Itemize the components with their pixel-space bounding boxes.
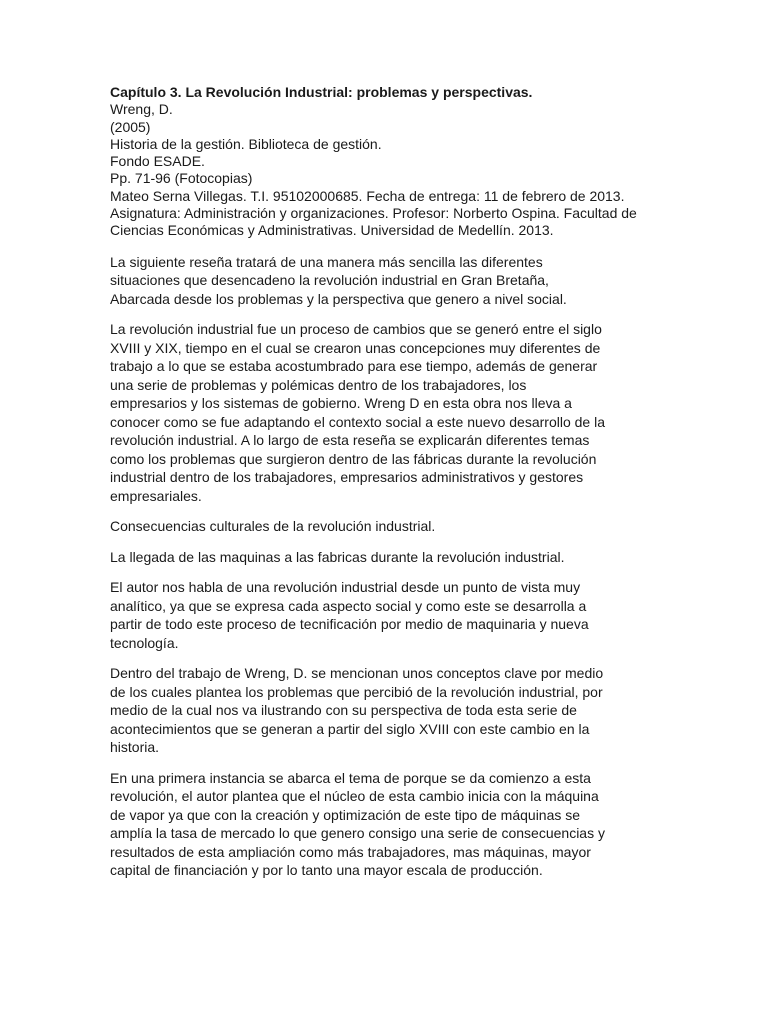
section-heading-consequences: Consecuencias culturales de la revolución industrial. xyxy=(110,518,436,535)
publisher: Fondo ESADE. xyxy=(110,153,205,170)
author: Wreng, D. xyxy=(110,101,173,118)
paragraph-intro: La siguiente reseña tratará de una manera más sencilla las diferentes situaciones que desencadeno la revolución industrial en Gran Bretaña, Abarcada desde los problemas y la perspectiva que genero a nivel social. xyxy=(110,253,567,307)
paragraph-analytic-view: El autor nos habla de una revolución industrial desde un punto de vista muy analítico, ya que se expresa cada aspecto social y como este se desarrolla a partir de todo este proceso de tecnificación por medio de maquinaria y nueva tecnología. xyxy=(110,579,589,651)
paragraph-context: La revolución industrial fue un proceso de cambios que se generó entre el siglo XVIII y XIX, tiempo en el cual se crearon unas concepciones muy diferentes de trabajo a lo que se estaba acostumbrado para ese tiempo, además de generar una serie de problemas y polémicas dentro de los trabajadores, los empresarios y los sistemas de gobierno. Wreng D en esta obra nos lleva a conocer como se fue adaptando el contexto social a este nuevo desarrollo de la revolución industrial. A lo largo de esta reseña se explicarán diferentes temas como los problemas que surgieron dentro de las fábricas durante la revolución industrial dentro de los trabajadores, empresarios administrativos y gestores empresariales. xyxy=(110,321,605,504)
document-page xyxy=(110,84,670,892)
paragraph-key-concepts: Dentro del trabajo de Wreng, D. se mencionan unos conceptos clave por medio de los cuales plantea los problemas que percibió de la revolución industrial, por medio de la cual nos va ilustrando con su perspectiva de toda esta serie de acontecimientos que se generan a partir del siglo XVIII con este cambio en la historia. xyxy=(110,665,604,756)
paragraph-steam-engine: En una primera instancia se abarca el tema de porque se da comienzo a esta revolución, el autor plantea que el núcleo de esta cambio inicia con la máquina de vapor ya que con la creación y optimización de este tipo de máquinas se amplía la tasa de mercado lo que genero consigo una serie de consecuencias y resultados de esta ampliación como más trabajadores, mas máquinas, mayor capital de financiación y por lo tanto una mayor escala de producción. xyxy=(110,769,605,879)
publication-year: (2005) xyxy=(110,118,151,135)
page-range: Pp. 71-96 (Fotocopias) xyxy=(110,170,253,187)
section-heading-machines: La llegada de las maquinas a las fabricas durante la revolución industrial. xyxy=(110,548,565,565)
student-info: Mateo Serna Villegas. T.I. 95102000685. Fecha de entrega: 11 de febrero de 2013. Asignatura: Administración y organizaciones. Profesor: Norberto Ospina. Facultad de Ciencias Económicas y Administrativas. Universidad de Medellín. 2013. xyxy=(110,187,637,239)
collection: Historia de la gestión. Biblioteca de gestión. xyxy=(110,135,382,152)
citation-header xyxy=(110,84,670,240)
chapter-title: Capítulo 3. La Revolución Industrial: problemas y perspectivas. xyxy=(110,84,533,100)
